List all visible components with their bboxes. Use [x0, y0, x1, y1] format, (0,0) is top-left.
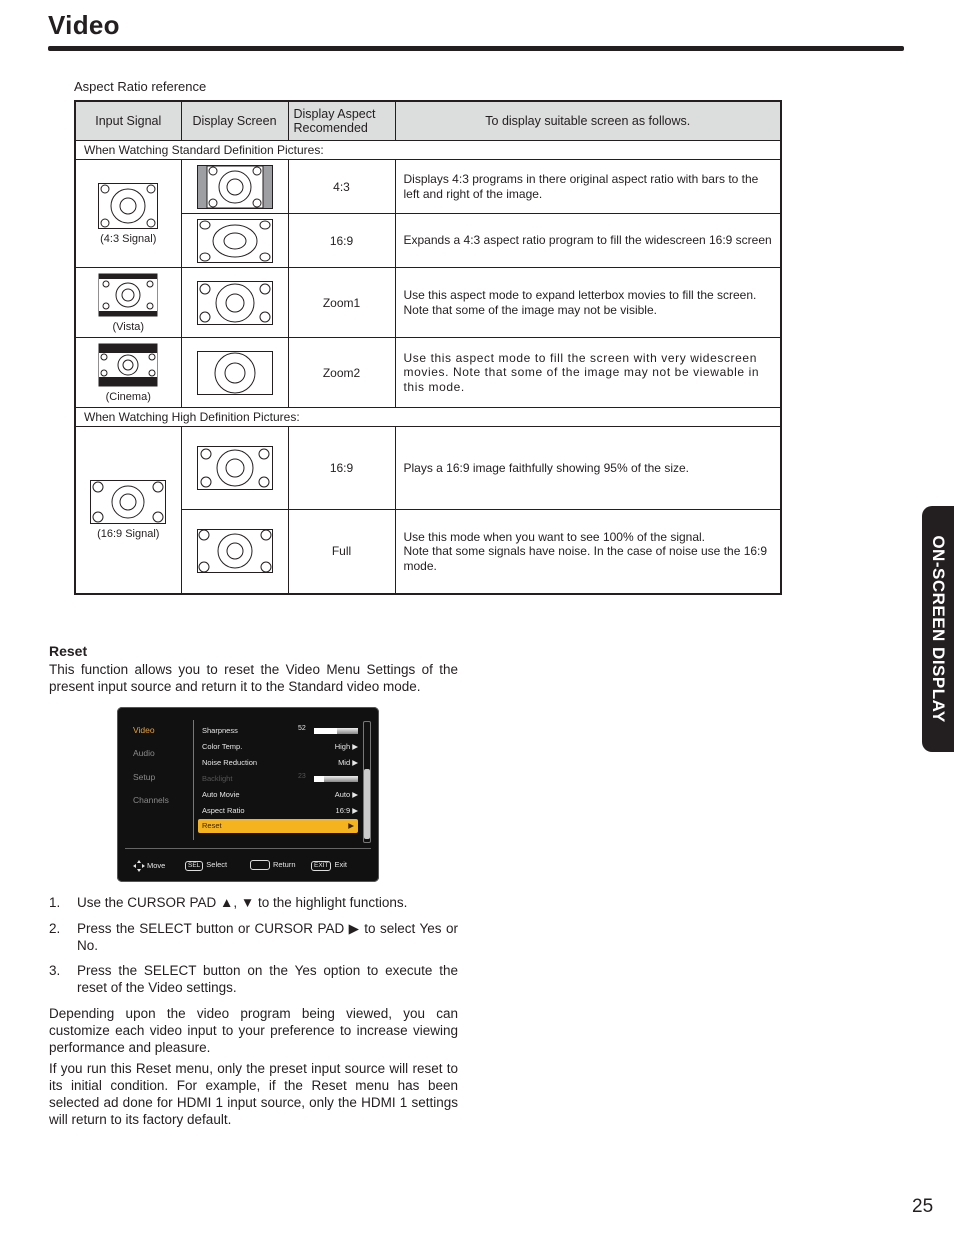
- page-number: 25: [912, 1196, 934, 1217]
- page-title: Video: [48, 10, 120, 40]
- signal-43-caption: (4:3 Signal): [100, 232, 157, 245]
- signal-169-image: [90, 480, 166, 524]
- header-display-screen: Display Screen: [181, 101, 288, 141]
- osd-footer-exit: [311, 860, 347, 871]
- osd-footer-label: Select: [206, 860, 228, 869]
- screen-zoom1-image: [197, 281, 273, 325]
- signal-vista-cell: [75, 268, 181, 338]
- osd-footer-label: Return: [273, 860, 296, 869]
- aspect-cell: 4:3: [288, 160, 395, 214]
- osd-row-label: Reset: [202, 821, 222, 830]
- osd-row-label: Color Temp.: [202, 742, 243, 751]
- reset-heading: Reset: [49, 643, 88, 659]
- screen-169-stretch-cell: [181, 214, 288, 268]
- osd-row-value: 16:9 ▶: [335, 806, 358, 815]
- aspect-cell: 16:9: [288, 427, 395, 510]
- section-hd: When Watching High Definition Pictures:: [75, 408, 781, 427]
- signal-169-caption: (16:9 Signal): [97, 527, 160, 540]
- description-line: Note that some signals have noise. In the case of noise use the 16:9 mode.: [403, 544, 768, 573]
- table-row: [75, 427, 781, 510]
- signal-vista-image: [98, 273, 158, 317]
- description-cell: Expands a 4:3 aspect ratio program to fill the widescreen 16:9 screen: [395, 214, 781, 268]
- screen-zoom1-cell: [181, 268, 288, 338]
- osd-row-auto-movie: [202, 788, 358, 802]
- table-header-row: [75, 101, 781, 141]
- osd-tab-setup: Setup: [133, 772, 156, 782]
- screen-zoom2-image: [197, 351, 273, 395]
- reset-paragraph: Depending upon the video program being viewed, you can customize each video input to your preference to increase viewing performance and pleasure.: [49, 1006, 458, 1055]
- description-cell: Use this aspect mode to fill the screen with very widescreen movies. Note that some of the image may not be viewable in this mode.: [395, 338, 781, 408]
- osd-row-value: Auto ▶: [334, 790, 358, 799]
- table-row: [75, 510, 781, 594]
- description-line: Use this mode when you want to see 100% of the signal.: [403, 529, 706, 544]
- osd-footer-move: [133, 860, 165, 872]
- osd-tab-audio: Audio: [133, 748, 155, 758]
- step-text: Press the SELECT button on the Yes option to execute the reset of the Video settings.: [77, 963, 458, 995]
- step-text: Use the CURSOR PAD ▲, ▼ to the highlight functions.: [77, 895, 408, 910]
- cursor-pad-icon: [133, 860, 145, 872]
- screen-full-image: [197, 529, 273, 573]
- osd-row-backlight: [202, 772, 358, 786]
- osd-level-bar: [298, 725, 358, 734]
- osd-row-aspect-ratio: [202, 804, 358, 818]
- osd-row-label: Backlight: [202, 774, 233, 783]
- osd-row-label: Sharpness: [202, 726, 238, 735]
- description-cell: [395, 510, 781, 594]
- step-number: 1.: [49, 895, 61, 910]
- section-sd: When Watching Standard Definition Pictures:: [75, 141, 781, 160]
- screen-zoom2-cell: [181, 338, 288, 408]
- screen-169-cell: [181, 427, 288, 510]
- osd-row-value: High ▶: [334, 742, 358, 751]
- osd-row-sharpness: [202, 724, 358, 738]
- osd-tab-channels: Channels: [133, 795, 169, 805]
- reset-intro: This function allows you to reset the Video Menu Settings of the present input source and return it to the Standard video mode.: [49, 662, 458, 694]
- screen-169-image: [197, 446, 273, 490]
- exit-key-icon: EXIT: [311, 861, 331, 871]
- signal-43-image: [98, 183, 158, 229]
- osd-row-value: Mid ▶: [338, 758, 358, 767]
- osd-footer-label: Exit: [334, 860, 347, 869]
- table-row: [75, 214, 781, 268]
- osd-level-fill: [314, 728, 337, 734]
- header-description: To display suitable screen as follows.: [395, 101, 781, 141]
- osd-tab-video: Video: [133, 725, 155, 735]
- signal-cinema-caption: (Cinema): [105, 390, 151, 403]
- osd-footer-label: Move: [147, 860, 166, 870]
- description-cell: Use this aspect mode to expand letterbox movies to fill the screen. Note that some of the image may not be visible.: [395, 268, 781, 338]
- description-cell: Displays 4:3 programs in there original aspect ratio with bars to the left and right of the image.: [395, 160, 781, 214]
- screen-full-cell: [181, 510, 288, 594]
- osd-scroll-thumb: [364, 769, 370, 839]
- signal-169-cell: [75, 427, 181, 594]
- screen-43-cell: [181, 160, 288, 214]
- header-input-signal: Input Signal: [75, 101, 181, 141]
- table-caption: Aspect Ratio reference: [74, 79, 207, 94]
- signal-vista-caption: (Vista): [112, 320, 145, 333]
- aspect-cell: Zoom1: [288, 268, 395, 338]
- signal-43-cell: [75, 160, 181, 268]
- osd-footer-return: [250, 860, 296, 870]
- screen-169-stretch-image: [197, 219, 273, 263]
- aspect-cell: Zoom2: [288, 338, 395, 408]
- return-key-icon: [250, 860, 270, 870]
- osd-row-color-temp: [202, 740, 358, 754]
- osd-row-reset: [198, 819, 358, 833]
- osd-level-bar: [298, 773, 358, 782]
- screen-43-image: [197, 165, 273, 209]
- osd-divider: [193, 720, 194, 840]
- osd-level-fill: [314, 776, 324, 782]
- osd-row-label: Aspect Ratio: [202, 806, 245, 815]
- osd-menu-screenshot: [117, 707, 379, 882]
- title-rule: [48, 46, 904, 51]
- step-number: 2.: [49, 921, 61, 936]
- osd-row-label: Noise Reduction: [202, 758, 258, 767]
- sel-key-icon: SEL: [185, 861, 203, 871]
- header-display-aspect: Display Aspect Recomended: [288, 101, 395, 141]
- side-tab-label: ON-SCREEN DISPLAY: [929, 535, 948, 723]
- step-text: Press the SELECT button or CURSOR PAD ▶ to select Yes or No.: [77, 921, 458, 953]
- description-cell: Plays a 16:9 image faithfully showing 95% of the size.: [395, 427, 781, 510]
- osd-row-noise-reduction: [202, 756, 358, 770]
- aspect-cell: Full: [288, 510, 395, 594]
- signal-cinema-cell: [75, 338, 181, 408]
- aspect-cell: 16:9: [288, 214, 395, 268]
- osd-row-label: Auto Movie: [202, 790, 240, 799]
- osd-footer-divider: [125, 848, 371, 849]
- table-row: [75, 160, 781, 214]
- reset-paragraph: If you run this Reset menu, only the preset input source will reset to its initial condition. For example, if the Reset menu has been selected ad done for HDMI 1 input source, only the HDMI 1 settings will return to its factory default.: [49, 1061, 458, 1127]
- osd-level-value: 52: [298, 725, 306, 732]
- signal-cinema-image: [98, 343, 158, 387]
- side-tab: [922, 506, 954, 752]
- osd-level-value: 23: [298, 773, 306, 780]
- aspect-ratio-table: [74, 100, 782, 595]
- table-row: [75, 268, 781, 338]
- table-row: [75, 338, 781, 408]
- osd-row-value: ▶: [348, 821, 354, 830]
- step-number: 3.: [49, 963, 61, 978]
- osd-footer-select: [185, 860, 227, 871]
